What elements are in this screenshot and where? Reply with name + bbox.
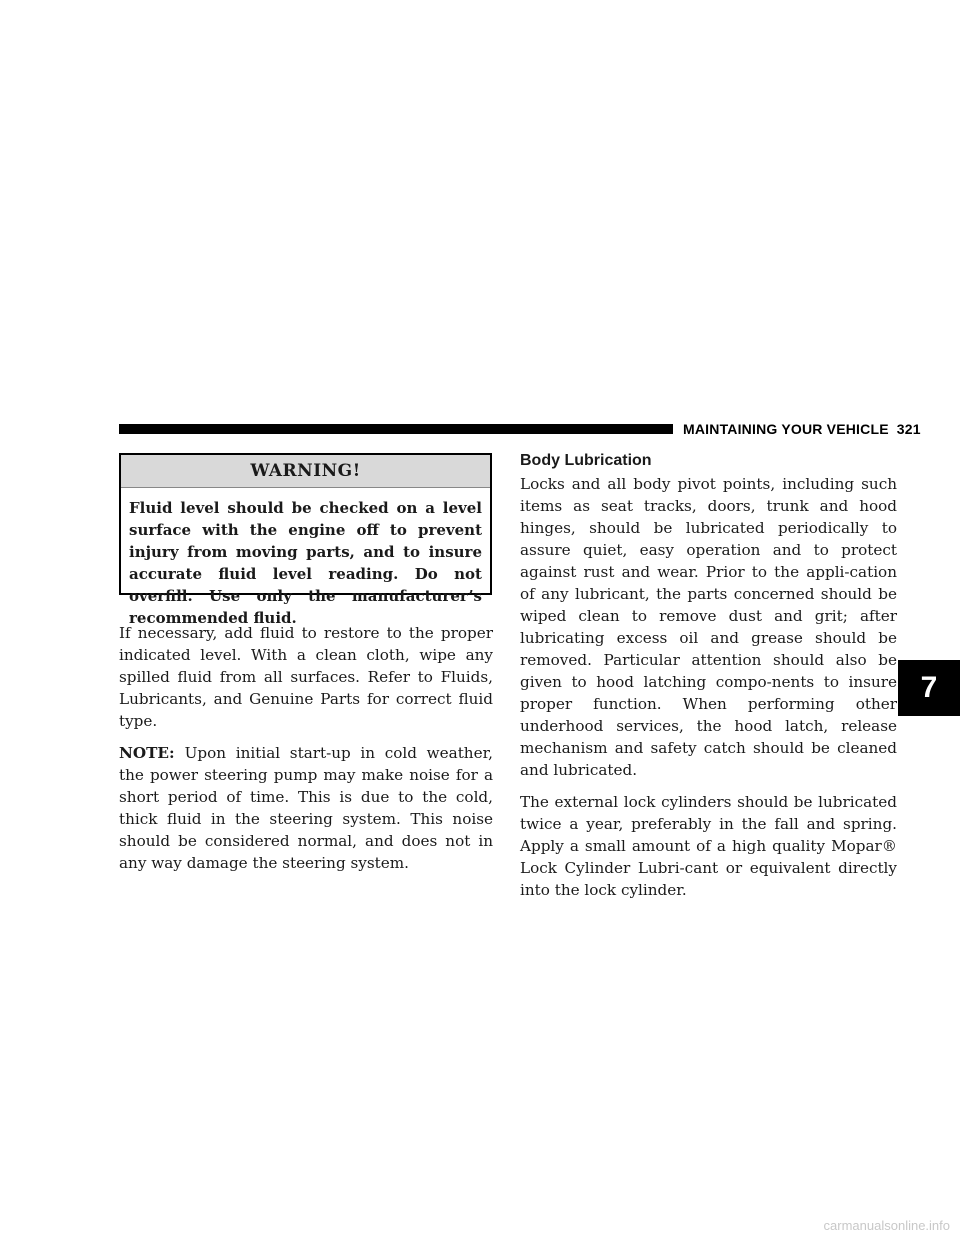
watermark: carmanualsonline.info <box>823 1218 950 1233</box>
warning-box <box>119 453 492 627</box>
lubrication-paragraph: Locks and all body pivot points, including such items as seat tracks, doors, trunk and hood hinges, should be lubricated periodically to assure quiet, easy operation and to protect against rust and wear. Prior to the appli-cation of any lubricant, the parts concerned should be wiped clean to remove dust and grit; after lubricating excess oil and grease should be removed. Particular attention should also be given to hood latching compo-nents to insure proper function. When performing other underhood services, the hood latch, release mechanism and safety catch should be cleaned and lubricated. <box>520 475 897 779</box>
left-column <box>119 622 493 884</box>
page-number: 321 <box>896 421 921 437</box>
warning-title: WARNING! <box>121 455 490 488</box>
fluid-paragraph: If necessary, add fluid to restore to the proper indicated level. With a clean cloth, wipe any spilled fluid from all surfaces. Refer to Fluids, Lubricants, and Genuine Parts for correct fluid type. <box>119 624 493 730</box>
running-header <box>683 421 921 437</box>
section-title: MAINTAINING YOUR VEHICLE <box>683 421 889 437</box>
header-rule <box>119 424 673 434</box>
warning-body: Fluid level should be checked on a level surface with the engine off to prevent injury from moving parts, and to insure accurate fluid level reading. Do not overfill. Use only the manufacturer’s recommended fluid. <box>129 499 482 627</box>
chapter-tab: 7 <box>898 660 960 716</box>
section-heading: Body Lubrication <box>520 452 652 469</box>
right-column <box>520 451 897 911</box>
note-label: NOTE: <box>119 744 175 762</box>
note-text: Upon initial start-up in cold weather, the power steering pump may make noise for a short period of time. This is due to the cold, thick fluid in the steering system. This noise should be considered normal, and does not in any way damage the steering system. <box>119 744 493 872</box>
note-paragraph <box>119 742 493 874</box>
lock-cylinder-paragraph: The external lock cylinders should be lubricated twice a year, preferably in the fall and spring. Apply a small amount of a high quality Mopar® Lock Cylinder Lubri-cant or equivalent directly into the lock cylinder. <box>520 793 897 899</box>
